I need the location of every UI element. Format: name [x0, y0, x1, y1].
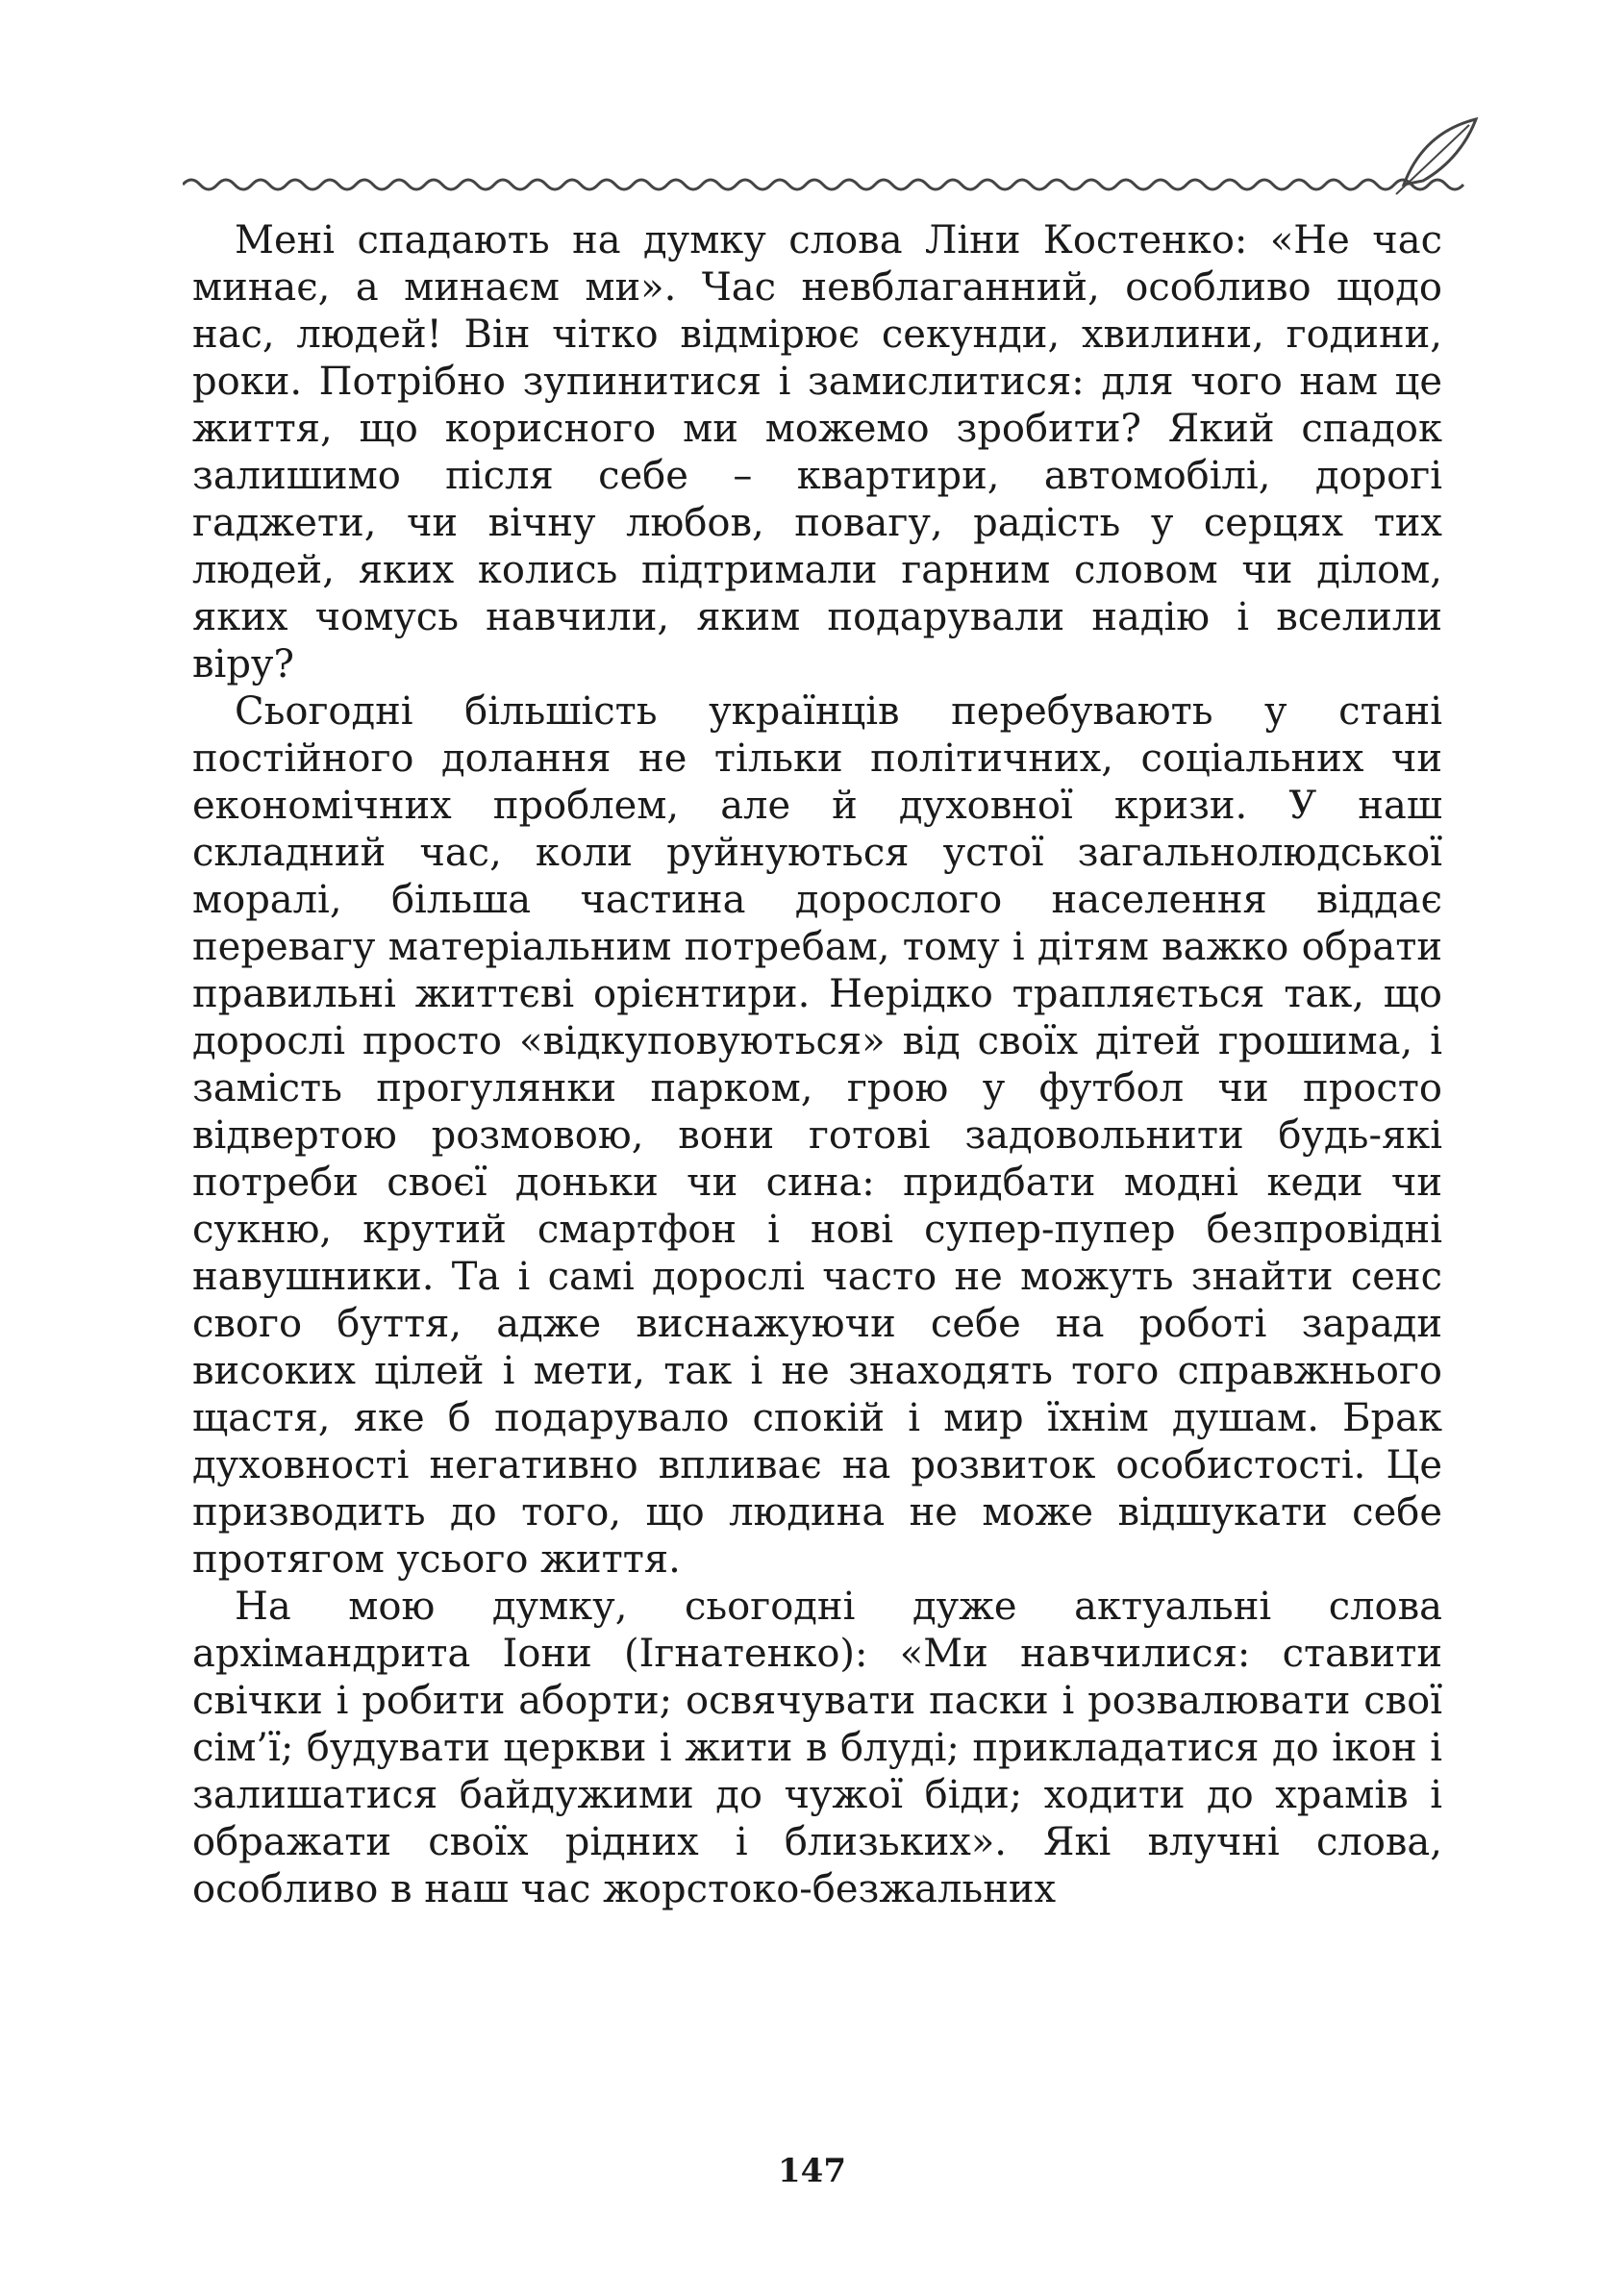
- wavy-line-icon: [183, 180, 1463, 189]
- paragraph: Мені спадають на думку слова Ліни Костенко: «Не час минає, а минаєм ми». Час невблаганний, особливо щодо нас, людей! Він чітко відмірює секунди, хвилини, години, роки. Потрібно зупинитися і замислитися: для чого нам це життя, що корисного ми можемо зробити? Який спадок залишимо після себе – квартири, автомобілі, дорогі гаджети, чи вічну любов, повагу, радість у серцях тих людей, яких колись підтримали гарним словом чи ділом, яких чомусь навчили, яким подарували надію і вселили віру?: [192, 218, 1442, 687]
- paragraph: Сьогодні більшість українців перебувають у стані постійного долання не тільки політичних, соціальних чи економічних проблем, але й духовної кризи. У наш складний час, коли руйнуються устої загальнолюдської моралі, більша частина дорослого населення віддає перевагу матеріальним потребам, тому і дітям важко обрати правильні життєві орієнтири. Нерідко трапляється так, що дорослі просто «відкуповуються» від своїх дітей грошима, і замість прогулянки парком, грою у футбол чи просто відвертою розмовою, вони готові задовольнити будь-які потреби своєї доньки чи сина: придбати модні кеди чи сукню, крутий смартфон і нові супер-пупер безпровідні навушники. Та і самі дорослі часто не можуть знайти сенс свого буття, адже виснажуючи себе на роботі заради високих цілей і мети, так і не знаходять того справжнього щастя, яке б подарувало спокій і мир їхнім душам. Брак духовності негативно впливає на розвиток особистості. Це призводить до того, що людина не може відшукати себе протягом усього життя.: [192, 689, 1442, 1582]
- page-number: 147: [778, 2152, 846, 2190]
- header-ornament: [183, 115, 1481, 202]
- paragraph: На мою думку, сьогодні дуже актуальні слова архімандрита Іони (Ігнатенко): «Ми навчилися: ставити свічки і робити аборти; освячувати паски і розвалювати свої сім’ї; будувати церкви і жити в блуді; прикладатися до ікон і залишатися байдужими до чужої біди; ходити до храмів і ображати своїх рідних і близьких». Які влучні слова, особливо в наш час жорстоко-безжальних: [192, 1585, 1442, 1911]
- body-text: [192, 217, 1442, 1913]
- quill-feather-icon: [1396, 119, 1476, 194]
